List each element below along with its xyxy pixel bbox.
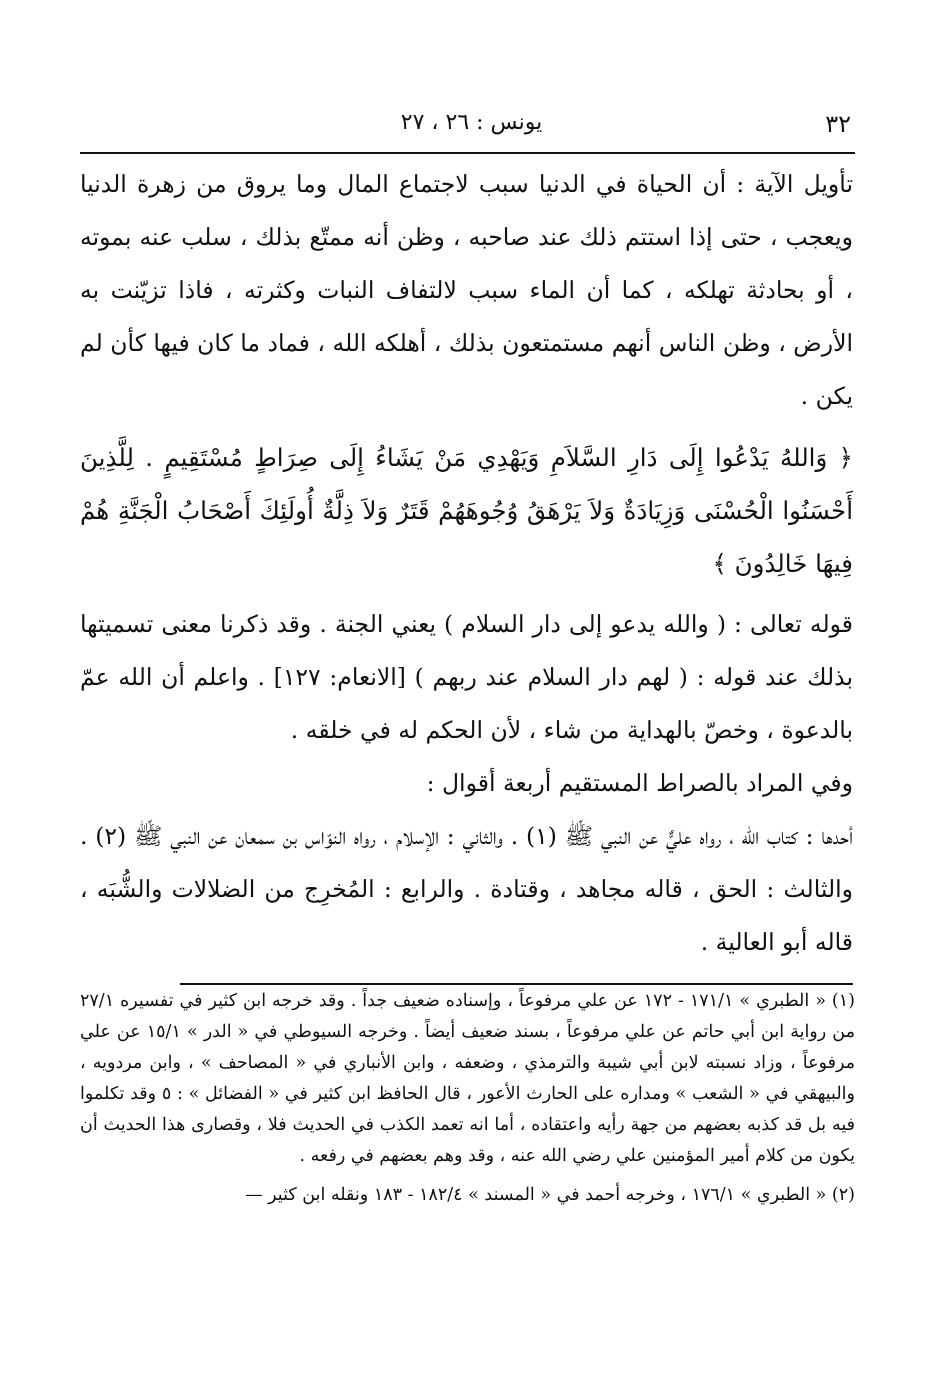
- opinions-paragraph: أحدها : كتاب الله ، رواه عليٌّ عن النبي ﷺ (١) . والثاني : الإسلام ، رواه النوّاس بن سمعان عن النبي ﷺ (٢) . والثالث : الحق ، قاله مجاهد ، وقتادة . والرابع : المُخرِج من الضلالات والشُّبَه ، قاله أبو العالية .: [80, 822, 853, 956]
- quran-verse: ﴿ وَاللهُ يَدْعُوا إِلَى دَارِ السَّلاَمِ وَيَهْدِي مَنْ يَشَاءُ إِلَى صِرَاطٍ مُسْتَقِيمٍ . لِلَّذِينَ أَحْسَنُوا الْحُسْنَى وَزِيَادَةٌ وَلاَ يَرْهَقُ وُجُوهَهُمْ قَتَرٌ وَلاَ ذِلَّةٌ أُولَئِكَ أَصْحَابُ الْجَنَّةِ هُمْ فِيهَا خَالِدُونَ ﴾: [80, 443, 853, 578]
- main-text: [80, 158, 853, 969]
- running-head: [80, 110, 863, 150]
- footnote-2: (٢) « الطبري » ١٧٦/١ ، وخرجه أحمد في « المسند » ١٨٢/٤ - ١٨٣ ونقله ابن كثير —: [245, 1185, 855, 1205]
- tafsir-paragraph: قوله تعالى : ( والله يدعو إلى دار السلام ) يعني الجنة . وقد ذكرنا معنى تسميتها بذلك عند قوله : ( لهم دار السلام عند ربهم ) [الانعام: ١٢٧] . واعلم أن الله عمّ بالدعوة ، وخصّ بالهداية من شاء ، لأن الحكم له في خلقه .: [80, 610, 853, 744]
- footnotes: [80, 986, 855, 1211]
- commentary-paragraph: تأويل الآية : أن الحياة في الدنيا سبب لاجتماع المال وما يروق من زهرة الدنيا ويعجب ، حتى إذا استتم ذلك عند صاحبه ، وظن أنه ممتّع بذلك ، سلب عنه بموته ، أو بحادثة تهلكه ، كما أن الماء سبب لالتفاف النبات وكثرته ، فاذا تزيّنت به الأرض ، وظن الناس أنهم مستمتعون بذلك ، أهلكه الله ، فماد ما كان فيها كأن لم يكن .: [80, 170, 853, 410]
- page-number: ٣٢: [825, 110, 851, 138]
- header-rule: [80, 152, 855, 154]
- sirat-intro-line: وفي المراد بالصراط المستقيم أربعة أقوال :: [426, 769, 853, 797]
- footnote-1: (١) « الطبري » ١٧١/١ - ١٧٢ عن علي مرفوعاً ، وإسناده ضعيف جداً . وقد خرجه ابن كثير في تفسيره ٢٧/١ من رواية ابن أبي حاتم عن علي مرفوعاً ، بسند ضعيف أيضاً . وخرجه السيوطي في « الدر » ١٥/١ عن علي مرفوعاً ، وزاد نسبته لابن أبي شيبة والترمذي ، وضعفه ، وابن الأنباري في « المصاحف » ، وابن مردويه ، والبيهقي في « الشعب » ومداره على الحارث الأعور ، قال الحافظ ابن كثير في « الفضائل » : ٥ وقد تكلموا فيه بل قد كذبه بعضهم من جهة رأيه واعتقاده ، أما انه تعمد الكذب في الحديث فلا ، وقصارى هذا الحديث أن يكون من كلام أمير المؤمنين علي رضي الله عنه ، وقد وهم بعضهم في رفعه .: [80, 991, 856, 1166]
- footnote-separator: [180, 983, 853, 985]
- header-title: يونس : ٢٦ ، ٢٧: [400, 110, 543, 135]
